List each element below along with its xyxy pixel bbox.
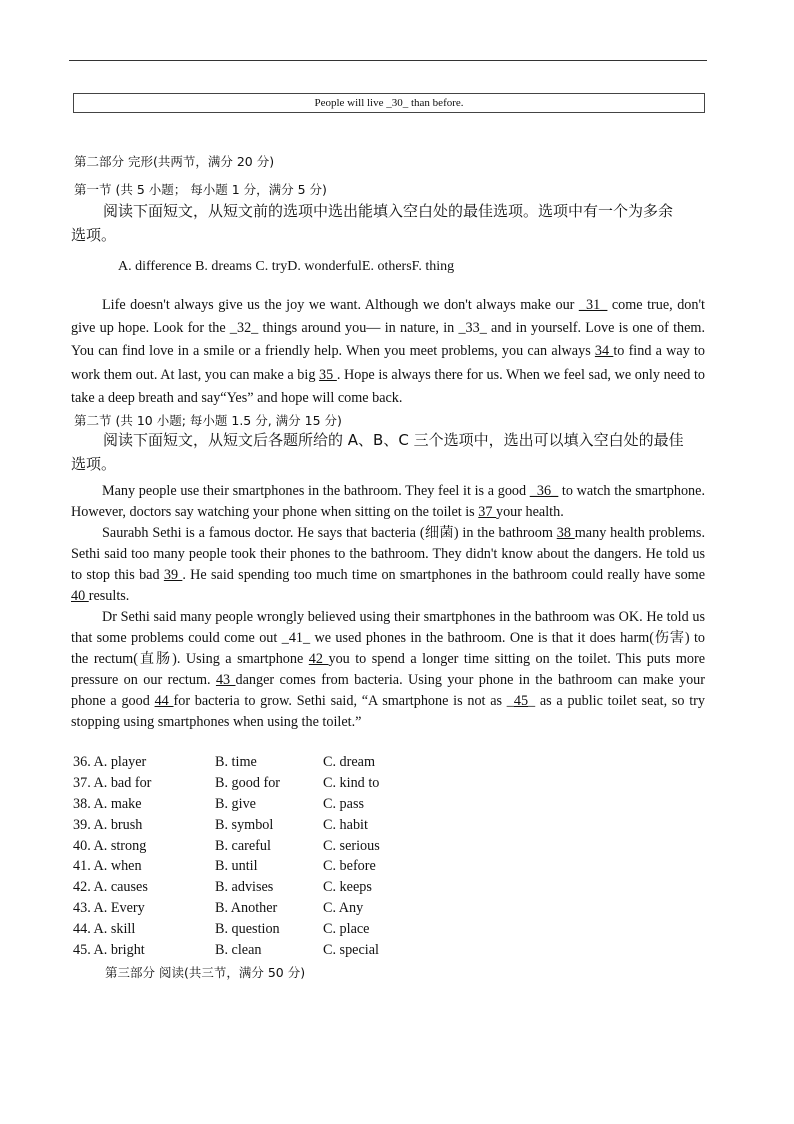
passage-text: to watch the smartphone. However, doctors say watching your phone when sitting on the toilet is bbox=[71, 483, 705, 520]
section2-instruction-line1: 阅读下面短文，从短文后各题所给的 A、B、C 三个选项中，选出可以填入空白处的最佳 bbox=[103, 431, 684, 449]
option-a: 41. A. when bbox=[73, 858, 142, 875]
option-b: B. symbol bbox=[215, 816, 274, 833]
option-a: 36. A. player bbox=[73, 754, 147, 770]
blank-underline: 37 bbox=[478, 504, 496, 520]
section2-title: 第二节 (共 10 小题; 每小题 1.5 分, 满分 15 分) bbox=[74, 413, 342, 428]
option-a: 38. A. make bbox=[73, 795, 142, 812]
word-options: A. difference B. dreams C. tryD. wonderfulE. othersF. thing bbox=[118, 259, 455, 274]
option-b: B. good for bbox=[215, 774, 281, 791]
option-b: B. question bbox=[215, 921, 280, 938]
option-b: B. clean bbox=[215, 942, 262, 959]
option-c: C. Any bbox=[323, 900, 364, 917]
section1-instruction-line1: 阅读下面短文，从短文前的选项中选出能填入空白处的最佳选项。选项中有一个为多余 bbox=[103, 202, 674, 220]
passage-text: Many people use their smartphones in the bathroom. They feel it is a good bbox=[102, 483, 530, 499]
answer-box: People will live _30_ than before. bbox=[73, 93, 705, 113]
option-b: B. advises bbox=[215, 879, 274, 896]
option-c: C. dream bbox=[323, 754, 376, 770]
option-a: 45. A. bright bbox=[73, 942, 145, 959]
part2-title: 第二部分 完形(共两节，满分 20 分) bbox=[74, 154, 275, 169]
passage-2-paragraph-3 bbox=[71, 607, 705, 733]
option-c: C. pass bbox=[323, 795, 364, 812]
option-c: C. before bbox=[323, 858, 376, 875]
option-c: C. serious bbox=[323, 837, 380, 854]
passage-text: your health. bbox=[495, 504, 564, 520]
blank-underline: 38 bbox=[556, 525, 575, 541]
passage-text: you to spend a longer time sitting on the toilet. This puts more pressure on our rectum. bbox=[71, 651, 706, 688]
blank-underline: 43 bbox=[215, 672, 236, 688]
passage-1-paragraph bbox=[71, 294, 705, 410]
passage-text: _ as a public toilet seat, so try stopping using smartphones when using the toilet.” bbox=[71, 693, 706, 730]
passage-text: Saurabh Sethi is a famous doctor. He says that bacteria (细菌) in the bathroom bbox=[102, 525, 557, 541]
blank-underline: 35 bbox=[319, 366, 337, 383]
option-a: 43. A. Every bbox=[73, 900, 145, 917]
passage-text: to find a way to work them out. At last, you can make a big bbox=[71, 343, 706, 383]
option-c: C. special bbox=[323, 942, 379, 959]
blank-underline: 40 bbox=[71, 588, 89, 604]
option-c: C. keeps bbox=[323, 879, 372, 896]
option-a: 40. A. strong bbox=[73, 837, 147, 854]
passage-text: many health problems. Sethi said too many people took their phones to the bathroom. They didn't know about the dangers. He told us to stop this bad bbox=[71, 525, 705, 583]
blank-underline: 39 bbox=[163, 567, 183, 583]
passage-text: for bacteria to grow. Sethi said, “A smartphone is not as _ bbox=[173, 693, 514, 709]
option-b: B. time bbox=[215, 754, 257, 770]
blank-underline: 45 bbox=[513, 693, 529, 709]
passage-1 bbox=[71, 294, 705, 410]
option-a: 37. A. bad for bbox=[73, 774, 152, 791]
option-a: 42. A. causes bbox=[73, 879, 148, 896]
passage-2-paragraph-1 bbox=[71, 481, 705, 523]
blank-underline: 34 bbox=[594, 343, 614, 360]
blank-underline: _36_ bbox=[529, 483, 559, 499]
passage-text: come true, don't give up hope. Look for the _32_ things around you— in nature, in _33_ and in yourself. Love is one of them. You can find love in a smile or a friendly help. When you meet problems, you can always bbox=[71, 297, 705, 360]
passage-text: . Hope is always there for us. When we feel sad, we only need to take a deep breath and say“Yes” and hope will come back. bbox=[71, 366, 705, 406]
option-c: C. kind to bbox=[323, 774, 380, 791]
passage-text: Dr Sethi said many people wrongly believed using their smartphones in the bathroom was OK. He told us that some problems could come out _41_ we used phones in the bathroom. One is that it does harm(伤害) to the rectum(直肠). Using a smartphone bbox=[71, 609, 705, 667]
section2-instruction-line2: 选项。 bbox=[71, 455, 117, 473]
option-b: B. careful bbox=[215, 837, 271, 854]
section1-title: 第一节 (共 5 小题； 每小题 1 分，满分 5 分) bbox=[74, 182, 327, 197]
option-b: B. until bbox=[215, 858, 258, 875]
option-c: C. place bbox=[323, 921, 370, 938]
option-b: B. Another bbox=[215, 900, 278, 917]
blank-underline: 42 bbox=[308, 651, 329, 667]
passage-2-paragraph-2 bbox=[71, 523, 705, 607]
option-b: B. give bbox=[215, 795, 256, 812]
part3-title: 第三部分 阅读(共三节，满分 50 分) bbox=[105, 965, 306, 980]
blank-underline: 44 bbox=[154, 693, 174, 709]
passage-text: results. bbox=[88, 588, 130, 604]
passage-text: Life doesn't always give us the joy we want. Although we don't always make our bbox=[102, 297, 579, 313]
blank-underline: _31_ bbox=[578, 297, 608, 313]
option-a: 44. A. skill bbox=[73, 921, 136, 938]
section1-instruction-line2: 选项。 bbox=[71, 226, 117, 244]
passage-text: . He said spending too much time on smartphones in the bathroom could really have some bbox=[182, 567, 705, 583]
header-rule bbox=[69, 60, 707, 61]
passage-2 bbox=[71, 481, 705, 733]
option-c: C. habit bbox=[323, 816, 368, 833]
passage-text: danger comes from bacteria. Using your phone in the bathroom can make your phone a good bbox=[71, 672, 705, 709]
option-a: 39. A. brush bbox=[73, 816, 143, 833]
